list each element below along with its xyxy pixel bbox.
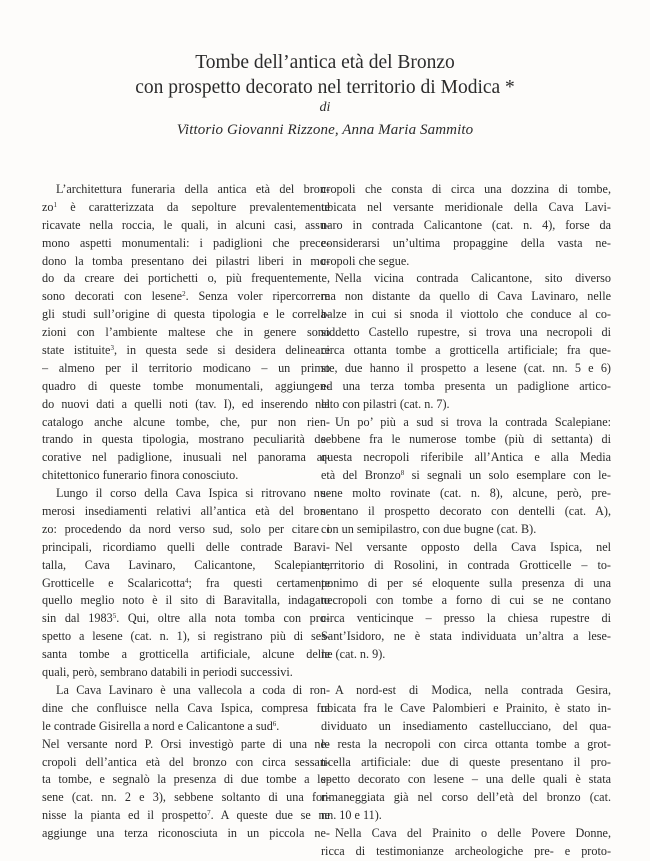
line-text: state istituite xyxy=(42,343,111,358)
line-text: sentano il prospetto decorato con dentelli (cat. A), xyxy=(321,504,611,519)
text-line xyxy=(42,181,330,199)
line-text: con un semipilastro, con due bugne (cat. B). xyxy=(321,521,537,536)
article-authors: Vittorio Giovanni Rizzone, Anna Maria Sammito xyxy=(176,122,474,138)
line-text: Lungo il corso della Cava Ispica si ritrovano nu- xyxy=(56,486,330,501)
line-text: le contrade Gisirella a nord e Calicantone a sud xyxy=(42,718,273,733)
text-line xyxy=(321,449,611,467)
text-line xyxy=(321,736,611,754)
line-text: principali, ricordiamo quelli delle contrade Baravi- xyxy=(42,539,330,554)
text-line xyxy=(321,235,611,253)
text-line xyxy=(42,682,330,700)
text-line xyxy=(42,789,330,807)
footnote-ref: 5 xyxy=(112,612,117,621)
text-line xyxy=(42,467,330,485)
line-text: ubicata nel versante meridionale della Cava Lavi- xyxy=(321,199,611,214)
text-line xyxy=(42,754,330,772)
text-line xyxy=(42,557,330,575)
line-text: zo xyxy=(42,199,54,214)
line-text: ta tombe, e segnalò la presenza di due tombe a le- xyxy=(42,772,330,787)
footnote-ref: 6 xyxy=(272,719,277,728)
line-text: chitettonico funerario finora conosciuto. xyxy=(42,468,239,483)
text-line xyxy=(321,592,611,610)
text-line xyxy=(42,575,330,593)
line-text: ed una terza tomba presenta un padiglione artico- xyxy=(321,378,611,393)
text-line xyxy=(42,539,330,557)
text-line xyxy=(321,342,611,360)
line-text: spetto decorato con lesene – una delle quali è stata xyxy=(321,772,611,787)
line-text-continued: ; fra questi certamente xyxy=(188,575,330,590)
text-line xyxy=(321,181,611,199)
article-title xyxy=(0,50,650,100)
text-line xyxy=(321,414,611,432)
line-text: cropoli dell’antica età del bronzo con circa sessan- xyxy=(42,754,330,769)
text-line xyxy=(42,664,330,682)
text-line xyxy=(321,539,611,557)
text-line xyxy=(321,843,611,861)
line-text: quello meglio noto è il sito di Baravitalla, indagato xyxy=(42,593,330,608)
line-text-continued: è caratterizzata da sepolture prevalentemente xyxy=(57,199,330,214)
line-text: zo: procedendo da nord verso sud, solo per citare i xyxy=(42,521,330,536)
text-line xyxy=(42,700,330,718)
text-line xyxy=(321,628,611,646)
text-line xyxy=(321,682,611,700)
text-line xyxy=(321,557,611,575)
text-line xyxy=(42,431,330,449)
line-text: ticella artificiale: due di queste presentano il pro- xyxy=(321,754,611,769)
text-line xyxy=(42,449,330,467)
text-line xyxy=(321,610,611,628)
line-text: zioni con l’ambiente maltese che in genere sono xyxy=(42,325,330,340)
line-text: età del Bronzo xyxy=(321,468,401,483)
line-text: – almeno per il territorio modicano – un primo xyxy=(42,360,330,375)
line-text: Grotticelle e Scalaricotta xyxy=(42,575,186,590)
line-text: L’architettura funeraria della antica età del bron- xyxy=(56,182,330,196)
line-text: balze in cui si snoda il viottolo che conduce al co- xyxy=(321,307,611,322)
text-line xyxy=(321,503,611,521)
text-line xyxy=(42,253,330,271)
text-line xyxy=(321,324,611,342)
line-text: lato con pilastri (cat. n. 7). xyxy=(321,396,450,411)
footnote-ref: 1 xyxy=(53,200,58,209)
text-line xyxy=(321,521,611,539)
text-line xyxy=(321,396,611,414)
text-line xyxy=(42,217,330,235)
text-line xyxy=(42,628,330,646)
line-text: Nel versante nord P. Orsi investigò parte di una ne- xyxy=(42,736,330,751)
line-text: rimaneggiata già nel corso dell’età del bronzo (cat. xyxy=(321,790,611,805)
text-line xyxy=(321,575,611,593)
footnote-ref: 3 xyxy=(110,344,114,353)
text-line xyxy=(42,288,330,306)
line-text: do da creare dei portichetti o, più frequentemente, xyxy=(42,271,330,286)
footnote-ref: 8 xyxy=(400,469,405,478)
line-text: quali, però, sembrano databili in periodi successivi. xyxy=(42,665,293,680)
title-line-2: con prospetto decorato nel territorio di Modica * xyxy=(135,77,515,98)
line-text: territorio di Rosolini, in contrada Grotticelle – to- xyxy=(321,557,611,572)
text-line xyxy=(321,789,611,807)
text-line xyxy=(321,199,611,217)
line-text: Sant’Isidoro, ne è stata individuata un’altra a lese- xyxy=(321,629,611,644)
text-line xyxy=(42,396,330,414)
text-line xyxy=(42,235,330,253)
text-line xyxy=(321,485,611,503)
title-footnote-mark: * xyxy=(505,77,515,98)
line-text: necropoli con tombe a forno di cui se ne contano xyxy=(321,593,611,608)
footnote-ref: 2 xyxy=(182,290,186,299)
text-line xyxy=(321,646,611,664)
text-line xyxy=(321,754,611,772)
right-text-column xyxy=(321,181,611,861)
text-line xyxy=(42,807,330,825)
line-text-continued: . A queste due se ne xyxy=(210,808,330,823)
line-text: gli studi sull’origine di questa tipologia e le correla- xyxy=(42,307,330,322)
line-text: sene molto rovinate (cat. n. 8), alcune, però, pre- xyxy=(321,486,611,501)
line-text: ubicata fra le Cave Palombieri e Prainito, è stato in- xyxy=(321,700,611,715)
text-line xyxy=(42,718,330,736)
text-line xyxy=(42,324,330,342)
text-line xyxy=(42,306,330,324)
line-text: le resta la necropoli con circa ottanta tombe a grot- xyxy=(321,736,611,751)
text-line xyxy=(42,503,330,521)
line-text: considerarsi un’ultima propaggine della vasta ne- xyxy=(321,235,611,250)
text-line xyxy=(321,270,611,288)
text-line xyxy=(42,646,330,664)
text-line xyxy=(321,467,611,485)
text-line xyxy=(42,592,330,610)
text-line xyxy=(42,414,330,432)
text-line xyxy=(42,825,330,843)
line-text: Nella vicina contrada Calicantone, sito diverso xyxy=(335,271,611,286)
line-text: cropoli che consta di circa una dozzina di tombe, xyxy=(321,182,611,196)
text-line xyxy=(42,360,330,378)
line-text: do nuovi dati a quelli noti (tav. I), ed inserendo nel xyxy=(42,396,330,411)
line-text: questa necropoli riferibile all’Antica e alla Media xyxy=(321,450,611,465)
text-line xyxy=(321,288,611,306)
line-text: naro in contrada Calicantone (cat. n. 4), forse da xyxy=(321,217,611,232)
line-text: sebbene fra le numerose tombe (più di settanta) di xyxy=(321,432,611,447)
line-text-continued: . Qui, oltre alla nota tomba con pro- xyxy=(116,611,330,626)
text-line xyxy=(42,771,330,789)
text-line xyxy=(321,807,611,825)
text-line xyxy=(42,610,330,628)
line-text: mono aspetti monumentali: i padiglioni che prece- xyxy=(42,235,330,250)
line-text: talla, Cava Lavinaro, Calicantone, Scalepiane, xyxy=(42,557,330,572)
line-text: ne (cat. n. 9). xyxy=(321,647,386,662)
line-text: siddetto Castello rupestre, si trova una necropoli di xyxy=(321,325,611,340)
text-line xyxy=(42,378,330,396)
line-text: santa tombe a grotticella artificiale, alcune delle xyxy=(42,647,330,662)
line-text: Nel versante opposto della Cava Ispica, nel xyxy=(335,539,611,554)
line-text: Nella Cava del Prainito o delle Povere Donne, xyxy=(335,826,611,841)
line-text: sono decorati con lesene xyxy=(42,289,183,304)
line-text-continued: . Senza voler ripercorrere xyxy=(185,289,330,304)
text-line xyxy=(321,253,611,271)
line-text: merosi insediamenti relativi all’antica età del bron- xyxy=(42,504,330,519)
line-text: nn. 10 e 11). xyxy=(321,808,382,823)
text-line xyxy=(321,360,611,378)
line-text: ste, due hanno il prospetto a lesene (cat. nn. 5 e 6) xyxy=(321,360,611,375)
text-line xyxy=(321,217,611,235)
line-text-continued: , in questa sede si desidera delineare xyxy=(113,343,330,358)
line-text: trando in questa tipologia, mostrano peculiarità de- xyxy=(42,432,330,447)
text-line xyxy=(42,521,330,539)
line-text: A nord-est di Modica, nella contrada Gesira, xyxy=(335,682,611,697)
text-line xyxy=(42,199,330,217)
line-text: catalogo anche alcune tombe, che, pur non rien- xyxy=(42,414,330,429)
line-text: ponimo di per sé eloquente sulla presenza di una xyxy=(321,575,611,590)
line-text: sene (cat. nn. 2 e 3), sebbene soltanto di una for- xyxy=(42,790,330,805)
line-text: ma non distante da quello di Cava Lavinaro, nelle xyxy=(321,289,611,304)
text-line xyxy=(321,431,611,449)
text-line xyxy=(42,270,330,288)
line-text: La Cava Lavinaro è una vallecola a coda di ron- xyxy=(56,682,330,697)
line-text: dine che confluisce nella Cava Ispica, compresa fra xyxy=(42,700,330,715)
line-text-continued: si segnali un solo esemplare con le- xyxy=(404,468,611,483)
line-text: ricca di testimonianze archeologiche pre- e proto- xyxy=(321,843,611,858)
line-text: aggiunge una terza riconosciuta in un piccola ne- xyxy=(42,826,330,841)
text-line xyxy=(42,342,330,360)
text-line xyxy=(42,485,330,503)
footnote-ref: 4 xyxy=(185,576,189,585)
line-text: corative nel padiglione, inusuali nel panorama ar- xyxy=(42,450,330,465)
line-text: ricavate nella roccia, le quali, in alcuni casi, assu- xyxy=(42,217,330,232)
text-line xyxy=(321,306,611,324)
line-text: circa venticinque – presso la chiesa rupestre di xyxy=(321,611,611,626)
line-text: Un po’ più a sud si trova la contrada Scalepiane: xyxy=(335,414,611,429)
text-line xyxy=(321,771,611,789)
line-text: dividuato un insediamento castellucciano, del qua- xyxy=(321,718,611,733)
text-line xyxy=(321,718,611,736)
left-text-column xyxy=(42,181,330,843)
text-line xyxy=(321,825,611,843)
line-text: circa ottanta tombe a grotticella artificiale; fra que- xyxy=(321,343,611,358)
line-text: spetto a lesene (cat. n. 1), si registrano più di ses- xyxy=(42,629,330,644)
text-line xyxy=(42,736,330,754)
text-line xyxy=(321,664,611,682)
title-line-1: Tombe dell’antica età del Bronzo xyxy=(195,52,455,73)
line-text-continued: . xyxy=(276,718,280,733)
footnote-ref: 7 xyxy=(207,809,211,818)
line-text: nisse la pianta ed il prospetto xyxy=(42,808,208,823)
text-line xyxy=(321,700,611,718)
line-text: cropoli che segue. xyxy=(321,253,410,268)
line-text: sin dal 1983 xyxy=(42,611,113,626)
byline-di: di xyxy=(319,100,331,115)
text-line xyxy=(321,378,611,396)
line-text: quadro di queste tombe monumentali, aggiungen- xyxy=(42,378,330,393)
line-text: dono la tomba presentano dei pilastri liberi in mo- xyxy=(42,253,330,268)
